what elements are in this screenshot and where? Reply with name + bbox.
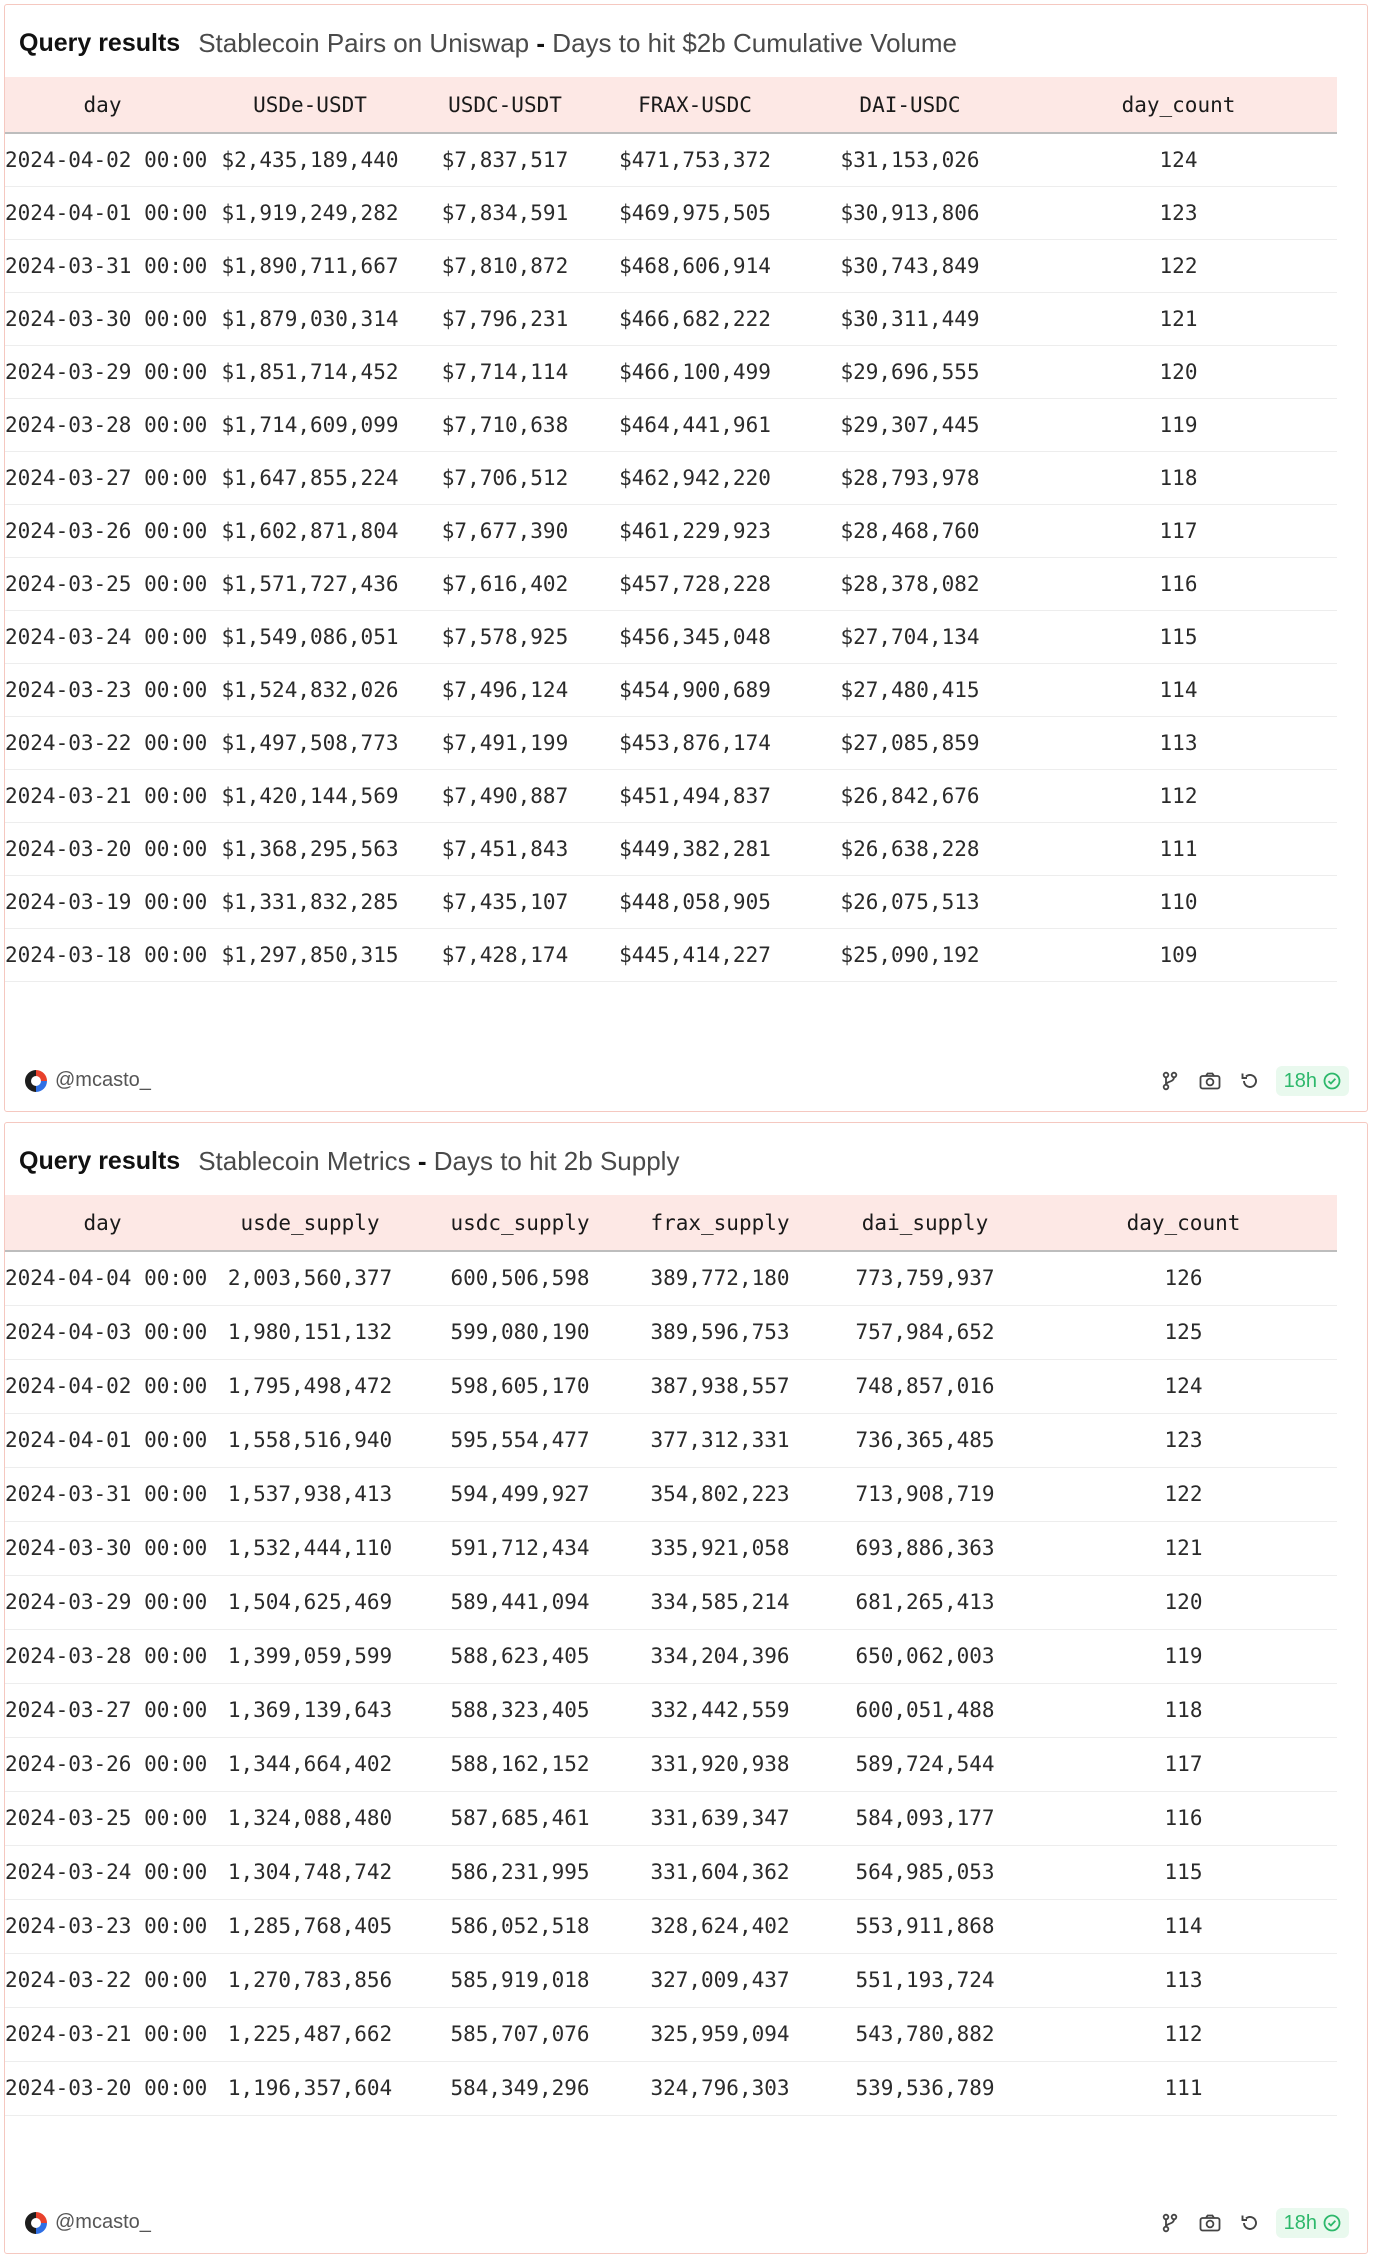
table-cell: 354,802,223 (620, 1467, 820, 1521)
table-header-row (5, 77, 1337, 133)
table-cell: 331,639,347 (620, 1791, 820, 1845)
table-cell: 1,537,938,413 (200, 1467, 420, 1521)
table-header-row (5, 1195, 1337, 1251)
table-cell: $28,468,760 (800, 504, 1020, 557)
table-cell: 122 (1020, 239, 1337, 292)
table-cell: 115 (1030, 1845, 1337, 1899)
table-body (5, 1251, 1337, 2115)
table-cell: 2024-03-31 00:00 (5, 239, 200, 292)
table-cell: 112 (1020, 769, 1337, 822)
table-cell: 2024-03-19 00:00 (5, 875, 200, 928)
table-cell: 539,536,789 (820, 2061, 1030, 2115)
table-cell: 600,051,488 (820, 1683, 1030, 1737)
table-cell: 1,196,357,604 (200, 2061, 420, 2115)
table-cell: 114 (1020, 663, 1337, 716)
table-cell: 2024-04-02 00:00 (5, 133, 200, 186)
query-results-panel (4, 4, 1368, 1112)
table-cell: $26,638,228 (800, 822, 1020, 875)
table-cell: $461,229,923 (590, 504, 800, 557)
table-row (5, 1899, 1337, 1953)
table-row (5, 1251, 1337, 1305)
table-cell: 589,441,094 (420, 1575, 620, 1629)
table-cell: 2024-03-23 00:00 (5, 663, 200, 716)
table-cell: 1,369,139,643 (200, 1683, 420, 1737)
results-table (5, 1195, 1337, 2116)
table-cell: 1,399,059,599 (200, 1629, 420, 1683)
column-header[interactable]: usde_supply (200, 1195, 420, 1251)
table-cell: 111 (1030, 2061, 1337, 2115)
table-cell: 713,908,719 (820, 1467, 1030, 1521)
table-cell: 118 (1030, 1683, 1337, 1737)
table-cell: 2024-03-21 00:00 (5, 769, 200, 822)
table-cell: 328,624,402 (620, 1899, 820, 1953)
table-cell: $30,311,449 (800, 292, 1020, 345)
table-cell: $26,842,676 (800, 769, 1020, 822)
fork-icon[interactable] (1154, 2207, 1186, 2239)
table-cell: 2024-04-01 00:00 (5, 186, 200, 239)
table-cell: 334,204,396 (620, 1629, 820, 1683)
table-cell: 773,759,937 (820, 1251, 1030, 1305)
table-cell: $451,494,837 (590, 769, 800, 822)
table-cell: 2024-03-31 00:00 (5, 1467, 200, 1521)
table-cell: $454,900,689 (590, 663, 800, 716)
title-separator: - (536, 27, 546, 58)
table-cell: 123 (1030, 1413, 1337, 1467)
table-cell: 681,265,413 (820, 1575, 1030, 1629)
table-cell: 117 (1020, 504, 1337, 557)
table-cell: 2024-03-22 00:00 (5, 716, 200, 769)
table-cell: 757,984,652 (820, 1305, 1030, 1359)
column-header[interactable]: frax_supply (620, 1195, 820, 1251)
table-cell: 111 (1020, 822, 1337, 875)
table-cell: 120 (1030, 1575, 1337, 1629)
table-cell: $7,710,638 (420, 398, 590, 451)
table-cell: $7,714,114 (420, 345, 590, 398)
table-cell: 113 (1030, 1953, 1337, 2007)
table-cell: 125 (1030, 1305, 1337, 1359)
table-cell: $464,441,961 (590, 398, 800, 451)
check-circle-icon (1323, 2214, 1341, 2232)
fork-icon[interactable] (1154, 1065, 1186, 1097)
table-cell: $1,851,714,452 (200, 345, 420, 398)
table-cell: 2024-03-26 00:00 (5, 504, 200, 557)
table-cell: 126 (1030, 1251, 1337, 1305)
table-cell: $7,837,517 (420, 133, 590, 186)
table-row (5, 2007, 1337, 2061)
table-cell: $7,677,390 (420, 504, 590, 557)
table-cell: $7,451,843 (420, 822, 590, 875)
table-cell: 1,980,151,132 (200, 1305, 420, 1359)
table-row (5, 1683, 1337, 1737)
title-separator: - (417, 1145, 427, 1176)
table-cell: 2024-03-25 00:00 (5, 1791, 200, 1845)
table-row (5, 2061, 1337, 2115)
table-cell: $457,728,228 (590, 557, 800, 610)
table-cell: 2024-03-20 00:00 (5, 822, 200, 875)
table-cell: $468,606,914 (590, 239, 800, 292)
table-cell: 109 (1020, 928, 1337, 981)
refresh-age: 18h (1283, 1069, 1317, 1092)
table-cell: 543,780,882 (820, 2007, 1030, 2061)
panel-label: Query results (19, 1146, 181, 1175)
table-cell: 2024-03-25 00:00 (5, 557, 200, 610)
table-cell: 121 (1030, 1521, 1337, 1575)
table-cell: $29,307,445 (800, 398, 1020, 451)
table-cell: $30,913,806 (800, 186, 1020, 239)
table-cell: $1,297,850,315 (200, 928, 420, 981)
table-cell: 1,344,664,402 (200, 1737, 420, 1791)
title-suffix: Days to hit 2b Supply (433, 1145, 680, 1176)
table-cell: 2024-03-27 00:00 (5, 1683, 200, 1737)
table-row (5, 557, 1337, 610)
table-cell: $466,100,499 (590, 345, 800, 398)
panel-title[interactable] (198, 1146, 679, 1177)
table-cell: 389,596,753 (620, 1305, 820, 1359)
table-cell: 334,585,214 (620, 1575, 820, 1629)
table-cell: 584,093,177 (820, 1791, 1030, 1845)
panel-header (19, 23, 957, 63)
table-cell: $7,796,231 (420, 292, 590, 345)
table-cell: $7,616,402 (420, 557, 590, 610)
table-cell: $27,704,134 (800, 610, 1020, 663)
table-row (5, 1359, 1337, 1413)
title-prefix: Stablecoin Pairs on Uniswap (198, 27, 530, 58)
table-cell: $7,428,174 (420, 928, 590, 981)
table-cell: 1,270,783,856 (200, 1953, 420, 2007)
table-cell: 2024-04-04 00:00 (5, 1251, 200, 1305)
table-cell: $1,919,249,282 (200, 186, 420, 239)
table-cell: $1,497,508,773 (200, 716, 420, 769)
table-cell: 324,796,303 (620, 2061, 820, 2115)
table-cell: 591,712,434 (420, 1521, 620, 1575)
table-cell: 118 (1020, 451, 1337, 504)
table-cell: $448,058,905 (590, 875, 800, 928)
table-cell: 2024-03-29 00:00 (5, 345, 200, 398)
table-cell: 2024-03-18 00:00 (5, 928, 200, 981)
table-cell: $7,496,124 (420, 663, 590, 716)
table-cell: 119 (1030, 1629, 1337, 1683)
table-row (5, 769, 1337, 822)
table-cell: 2024-03-30 00:00 (5, 1521, 200, 1575)
refresh-status-badge[interactable] (1276, 2208, 1349, 2238)
table-cell: $1,420,144,569 (200, 769, 420, 822)
table-cell: 331,920,938 (620, 1737, 820, 1791)
table-cell: $7,490,887 (420, 769, 590, 822)
table-cell: 599,080,190 (420, 1305, 620, 1359)
table-cell: 1,324,088,480 (200, 1791, 420, 1845)
table-cell: 2024-03-28 00:00 (5, 398, 200, 451)
column-header[interactable]: DAI-USDC (800, 77, 1020, 133)
table-cell: 325,959,094 (620, 2007, 820, 2061)
table-row (5, 1305, 1337, 1359)
table-cell: 116 (1030, 1791, 1337, 1845)
table-row (5, 610, 1337, 663)
column-header[interactable]: day_count (1020, 77, 1337, 133)
table-cell: $7,491,199 (420, 716, 590, 769)
table-cell: 1,795,498,472 (200, 1359, 420, 1413)
table-cell: 2024-03-28 00:00 (5, 1629, 200, 1683)
column-header[interactable]: USDe-USDT (200, 77, 420, 133)
table-cell: 1,285,768,405 (200, 1899, 420, 1953)
table-row (5, 1629, 1337, 1683)
author-name: @mcasto_ (55, 1069, 151, 1091)
table-row (5, 663, 1337, 716)
table-cell: 586,231,995 (420, 1845, 620, 1899)
table-cell: $469,975,505 (590, 186, 800, 239)
table-row (5, 504, 1337, 557)
table-cell: 332,442,559 (620, 1683, 820, 1737)
panel-label: Query results (19, 28, 181, 57)
column-header[interactable]: day_count (1030, 1195, 1337, 1251)
table-cell: $27,085,859 (800, 716, 1020, 769)
table-cell: $7,706,512 (420, 451, 590, 504)
table-cell: $27,480,415 (800, 663, 1020, 716)
table-cell: 600,506,598 (420, 1251, 620, 1305)
table-row (5, 1791, 1337, 1845)
table-cell: $1,368,295,563 (200, 822, 420, 875)
table-cell: 327,009,437 (620, 1953, 820, 2007)
table-cell: $449,382,281 (590, 822, 800, 875)
author-avatar (25, 1070, 47, 1092)
table-row (5, 398, 1337, 451)
refresh-status-badge[interactable] (1276, 1066, 1349, 1096)
table-cell: $1,602,871,804 (200, 504, 420, 557)
table-cell: 594,499,927 (420, 1467, 620, 1521)
table-cell: 121 (1020, 292, 1337, 345)
table-cell: 598,605,170 (420, 1359, 620, 1413)
table-cell: 116 (1020, 557, 1337, 610)
table-cell: 595,554,477 (420, 1413, 620, 1467)
table-cell: 2024-03-24 00:00 (5, 610, 200, 663)
table-cell: 588,623,405 (420, 1629, 620, 1683)
table-cell: $453,876,174 (590, 716, 800, 769)
table-cell: $1,714,609,099 (200, 398, 420, 451)
table-cell: 2024-04-02 00:00 (5, 1359, 200, 1413)
table-cell: 587,685,461 (420, 1791, 620, 1845)
table-cell: 2,003,560,377 (200, 1251, 420, 1305)
panel-header (19, 1141, 679, 1181)
camera-icon[interactable] (1194, 1065, 1226, 1097)
table-cell: $26,075,513 (800, 875, 1020, 928)
table-cell: 117 (1030, 1737, 1337, 1791)
table-row (5, 928, 1337, 981)
table-cell: 2024-03-23 00:00 (5, 1899, 200, 1953)
table-cell: 588,162,152 (420, 1737, 620, 1791)
table-cell: 120 (1020, 345, 1337, 398)
table-cell: $7,834,591 (420, 186, 590, 239)
table-cell: 1,558,516,940 (200, 1413, 420, 1467)
panel-title[interactable] (198, 28, 957, 59)
table-cell: 2024-03-26 00:00 (5, 1737, 200, 1791)
table-cell: 2024-04-01 00:00 (5, 1413, 200, 1467)
author-name: @mcasto_ (55, 2211, 151, 2233)
table-cell: 112 (1030, 2007, 1337, 2061)
table-cell: 748,857,016 (820, 1359, 1030, 1413)
table-cell: $456,345,048 (590, 610, 800, 663)
table-cell: 1,504,625,469 (200, 1575, 420, 1629)
table-cell: 2024-03-21 00:00 (5, 2007, 200, 2061)
table-row (5, 239, 1337, 292)
column-header[interactable]: usdc_supply (420, 1195, 620, 1251)
title-prefix: Stablecoin Metrics (198, 1145, 411, 1176)
column-header[interactable]: day (5, 1195, 200, 1251)
table-row (5, 451, 1337, 504)
table-row (5, 345, 1337, 398)
table-cell: $7,578,925 (420, 610, 590, 663)
table-cell: $1,524,832,026 (200, 663, 420, 716)
query-results-panel (4, 1122, 1368, 2254)
table-cell: $466,682,222 (590, 292, 800, 345)
table-cell: $30,743,849 (800, 239, 1020, 292)
table-cell: 110 (1020, 875, 1337, 928)
refresh-age: 18h (1283, 2211, 1317, 2234)
author-link[interactable] (25, 1069, 151, 1092)
table-cell: $28,378,082 (800, 557, 1020, 610)
table-cell: $462,942,220 (590, 451, 800, 504)
table-cell: $1,331,832,285 (200, 875, 420, 928)
panel-footer (5, 1065, 1367, 1101)
table-row (5, 716, 1337, 769)
table-cell: 2024-03-30 00:00 (5, 292, 200, 345)
table-cell: 693,886,363 (820, 1521, 1030, 1575)
refresh-icon[interactable] (1234, 1065, 1266, 1097)
table-cell: 124 (1030, 1359, 1337, 1413)
table-cell: 2024-04-03 00:00 (5, 1305, 200, 1359)
table-row (5, 1413, 1337, 1467)
table-cell: 377,312,331 (620, 1413, 820, 1467)
table-cell: 1,225,487,662 (200, 2007, 420, 2061)
title-suffix: Days to hit $2b Cumulative Volume (552, 27, 957, 58)
column-header[interactable]: day (5, 77, 200, 133)
table-row (5, 875, 1337, 928)
table-cell: $1,879,030,314 (200, 292, 420, 345)
table-cell: 335,921,058 (620, 1521, 820, 1575)
table-cell: 650,062,003 (820, 1629, 1030, 1683)
table-cell: 387,938,557 (620, 1359, 820, 1413)
table-cell: 1,532,444,110 (200, 1521, 420, 1575)
table-cell: 123 (1020, 186, 1337, 239)
panel-actions (1146, 2207, 1349, 2239)
table-cell: 736,365,485 (820, 1413, 1030, 1467)
table-cell: $29,696,555 (800, 345, 1020, 398)
column-header[interactable]: dai_supply (820, 1195, 1030, 1251)
table-cell: 115 (1020, 610, 1337, 663)
refresh-icon[interactable] (1234, 2207, 1266, 2239)
table-cell: 2024-03-22 00:00 (5, 1953, 200, 2007)
table-cell: $31,153,026 (800, 133, 1020, 186)
table-row (5, 1953, 1337, 2007)
table-cell: 122 (1030, 1467, 1337, 1521)
table-cell: 113 (1020, 716, 1337, 769)
table-body (5, 133, 1337, 981)
table-cell: $28,793,978 (800, 451, 1020, 504)
table-cell: 586,052,518 (420, 1899, 620, 1953)
table-cell: $7,810,872 (420, 239, 590, 292)
table-cell: $1,890,711,667 (200, 239, 420, 292)
table-cell: $1,647,855,224 (200, 451, 420, 504)
table-cell: 553,911,868 (820, 1899, 1030, 1953)
table-cell: 588,323,405 (420, 1683, 620, 1737)
table-cell: $445,414,227 (590, 928, 800, 981)
table-row (5, 1575, 1337, 1629)
table-cell: 585,919,018 (420, 1953, 620, 2007)
table-cell: 124 (1020, 133, 1337, 186)
table-cell: 589,724,544 (820, 1737, 1030, 1791)
column-header[interactable]: USDC-USDT (420, 77, 590, 133)
table-cell: 1,304,748,742 (200, 1845, 420, 1899)
table-cell: 2024-03-24 00:00 (5, 1845, 200, 1899)
table-row (5, 1845, 1337, 1899)
table-cell: $7,435,107 (420, 875, 590, 928)
table-row (5, 822, 1337, 875)
results-table (5, 77, 1337, 982)
camera-icon[interactable] (1194, 2207, 1226, 2239)
table-cell: $1,549,086,051 (200, 610, 420, 663)
table-cell: 564,985,053 (820, 1845, 1030, 1899)
table-cell: 585,707,076 (420, 2007, 620, 2061)
table-row (5, 186, 1337, 239)
table-cell: 331,604,362 (620, 1845, 820, 1899)
author-avatar (25, 2212, 47, 2234)
panel-footer (5, 2207, 1367, 2243)
column-header[interactable]: FRAX-USDC (590, 77, 800, 133)
table-row (5, 133, 1337, 186)
table-cell: 114 (1030, 1899, 1337, 1953)
author-link[interactable] (25, 2211, 151, 2234)
table-cell: 551,193,724 (820, 1953, 1030, 2007)
table-cell: $471,753,372 (590, 133, 800, 186)
table-cell: $2,435,189,440 (200, 133, 420, 186)
table-cell: 2024-03-27 00:00 (5, 451, 200, 504)
table-cell: $25,090,192 (800, 928, 1020, 981)
table-cell: 119 (1020, 398, 1337, 451)
table-row (5, 1521, 1337, 1575)
table-row (5, 1467, 1337, 1521)
table-row (5, 1737, 1337, 1791)
table-cell: 584,349,296 (420, 2061, 620, 2115)
table-cell: $1,571,727,436 (200, 557, 420, 610)
table-cell: 389,772,180 (620, 1251, 820, 1305)
table-cell: 2024-03-20 00:00 (5, 2061, 200, 2115)
check-circle-icon (1323, 1072, 1341, 1090)
table-row (5, 292, 1337, 345)
panel-actions (1146, 1065, 1349, 1097)
table-cell: 2024-03-29 00:00 (5, 1575, 200, 1629)
